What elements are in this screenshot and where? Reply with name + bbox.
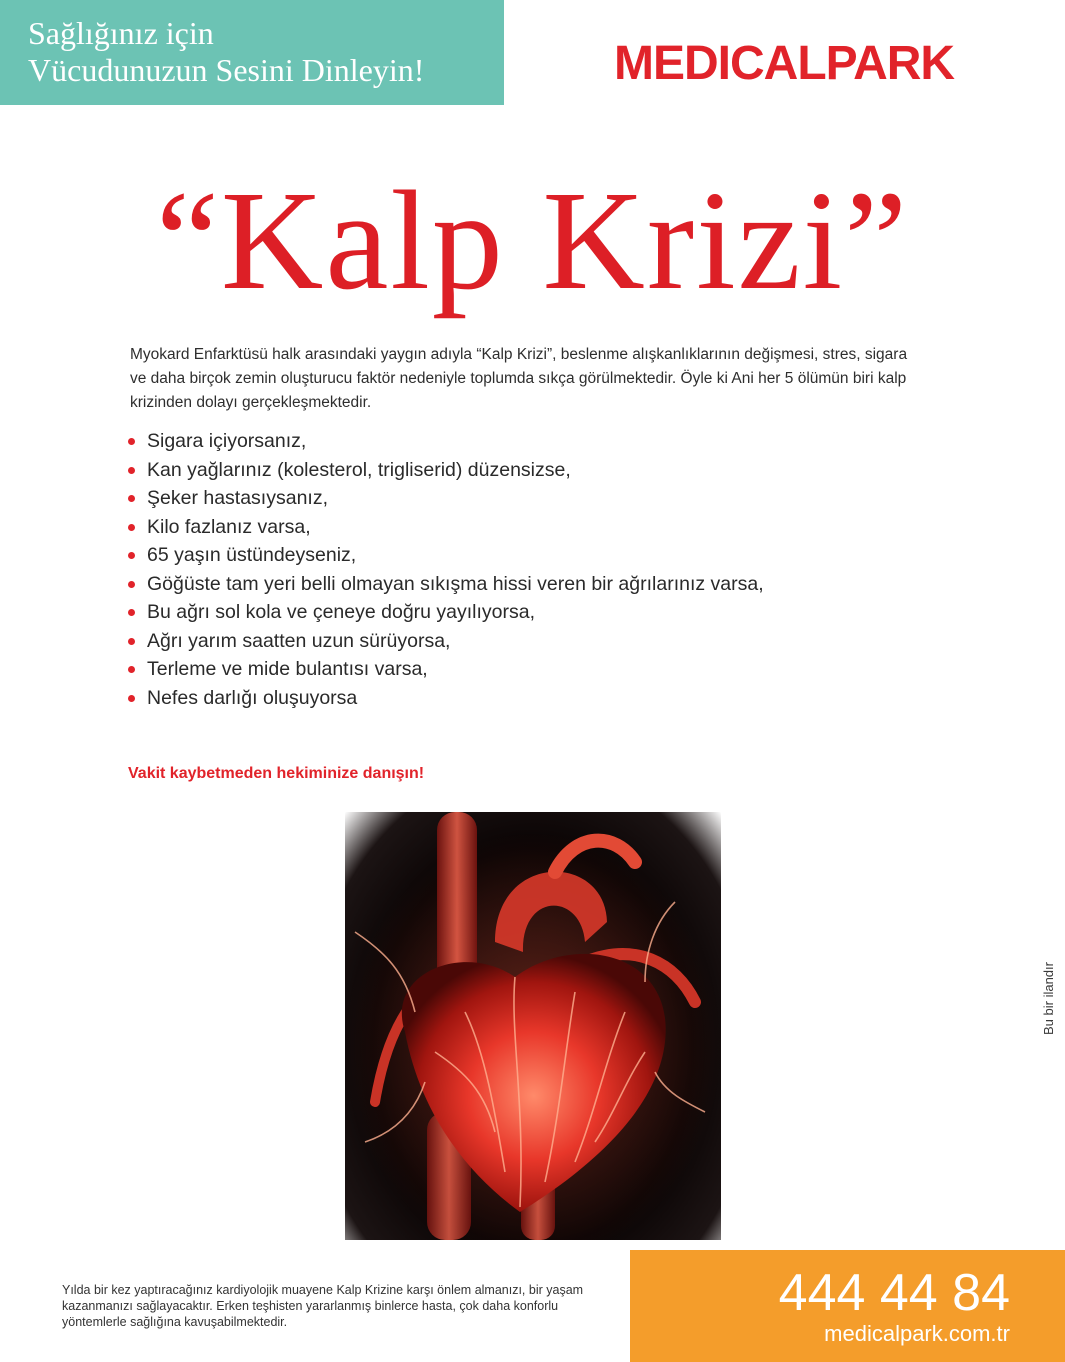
- heart-illustration-svg: [345, 812, 721, 1240]
- bullet-dot-icon: [128, 695, 135, 702]
- ad-disclaimer-text: Bu bir ilandır: [1041, 962, 1056, 1035]
- risk-factor-list: [128, 427, 848, 712]
- list-item-text: Terleme ve mide bulantısı varsa,: [147, 658, 428, 680]
- list-item-text: 65 yaşın üstündeyseniz,: [147, 544, 357, 566]
- bullet-dot-icon: [128, 495, 135, 502]
- medicalpark-logo: MEDICALPARK: [614, 37, 955, 90]
- list-item: [128, 541, 848, 570]
- bullet-dot-icon: [128, 609, 135, 616]
- list-item-text: Kan yağlarınız (kolesterol, trigliserid) düzensizse,: [147, 458, 571, 481]
- list-item-text: Göğüste tam yeri belli olmayan sıkışma hissi veren bir ağrılarınız varsa,: [147, 572, 764, 595]
- footer-paragraph: Yılda bir kez yaptıracağınız kardiyolojik muayene Kalp Krizine karşı önlem almanızı, bir yaşam kazanmanızı sağlayacaktır. Erken teşhisten yararlanmış binlerce hasta, çok daha konforlu yöntemlerle sağlığına kavuşabilmektedir.: [62, 1283, 584, 1329]
- bullet-dot-icon: [128, 438, 135, 445]
- call-to-action: Vakit kaybetmeden hekiminize danışın!: [128, 765, 425, 782]
- tagline-banner: [0, 0, 504, 105]
- bullet-dot-icon: [128, 524, 135, 531]
- heart-illustration-icon: [345, 812, 721, 1240]
- bullet-dot-icon: [128, 581, 135, 588]
- list-item-text: Sigara içiyorsanız,: [147, 430, 307, 452]
- list-item: [128, 684, 848, 713]
- list-item: [128, 513, 848, 542]
- list-item-text: Nefes darlığı oluşuyorsa: [147, 686, 358, 709]
- bullet-dot-icon: [128, 638, 135, 645]
- phone-number[interactable]: 444 44 84: [778, 1264, 1010, 1322]
- list-item: [128, 427, 848, 456]
- list-item-text: Ağrı yarım saatten uzun sürüyorsa,: [147, 629, 451, 652]
- list-item: [128, 456, 848, 485]
- bullet-dot-icon: [128, 467, 135, 474]
- list-item: [128, 655, 848, 684]
- list-item-text: Kilo fazlanız varsa,: [147, 515, 311, 538]
- bullet-dot-icon: [128, 552, 135, 559]
- tagline-line-2: Vücudunuzun Sesini Dinleyin!: [28, 52, 425, 88]
- list-item: [128, 627, 848, 656]
- tagline-line-1: Sağlığınız için: [28, 15, 214, 51]
- list-item-text: Şeker hastasıysanız,: [147, 487, 329, 509]
- website-link[interactable]: medicalpark.com.tr: [824, 1321, 1010, 1346]
- list-item-text: Bu ağrı sol kola ve çeneye doğru yayılıyorsa,: [147, 601, 536, 623]
- list-item: [128, 598, 848, 627]
- list-item: [128, 570, 848, 599]
- headline-title: “Kalp Krizi”: [155, 161, 910, 319]
- intro-paragraph: Myokard Enfarktüsü halk arasındaki yaygın adıyla “Kalp Krizi”, beslenme alışkanlıklarının değişmesi, stres, sigara ve daha birçok zemin oluşturucu faktör nedeniyle toplumda sıkça görülmektedir. Öyle ki Ani her 5 ölümün biri kalp krizinden dolayı gerçekleşmektedir.: [130, 346, 908, 411]
- bullet-dot-icon: [128, 666, 135, 673]
- contact-box: [630, 1250, 1065, 1362]
- list-item: [128, 484, 848, 513]
